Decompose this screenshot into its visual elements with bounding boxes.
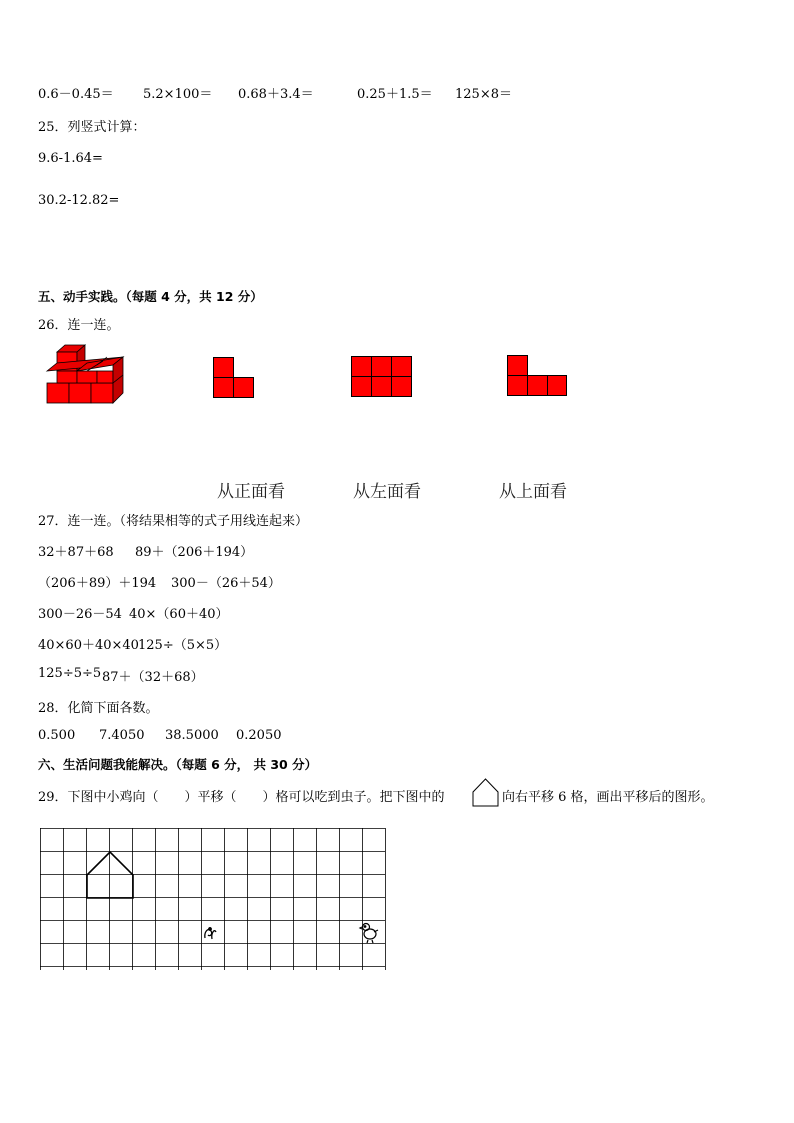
q27-right-3: 40×（60＋40） bbox=[129, 607, 229, 622]
expr-4: 0.25＋1.5＝ bbox=[357, 87, 433, 102]
expr-3: 0.68＋3.4＝ bbox=[238, 87, 314, 102]
view-label-front: 从正面看 bbox=[217, 482, 285, 502]
view-shape-3 bbox=[507, 355, 569, 397]
expr-1: 0.6－0.45＝ bbox=[38, 87, 114, 102]
section5-title: 五、动手实践。（每题 4 分，共 12 分） bbox=[38, 289, 263, 304]
q27-title: 27．连一连。（将结果相等的式子用线连起来） bbox=[38, 514, 309, 529]
view-shape-1 bbox=[213, 357, 255, 399]
cube-stack-figure bbox=[40, 343, 130, 405]
bug-icon bbox=[205, 928, 216, 939]
q28-title: 28．化简下面各数。 bbox=[38, 701, 159, 716]
q27-left-5: 125÷5÷5 bbox=[38, 666, 102, 681]
q25-expr-2: 30.2-12.82= bbox=[38, 193, 120, 208]
q27-right-1: 89＋（206＋194） bbox=[135, 545, 254, 560]
q28-number-2: 7.4050 bbox=[99, 728, 145, 743]
q27-right-5: 87＋（32＋68） bbox=[102, 670, 204, 685]
q27-left-1: 32＋87＋68 bbox=[38, 545, 114, 560]
q25-expr-1: 9.6-1.64= bbox=[38, 151, 103, 166]
view-label-top: 从上面看 bbox=[499, 482, 567, 502]
q27-right-4: 125÷（5×5） bbox=[138, 638, 228, 653]
q28-number-4: 0.2050 bbox=[236, 728, 282, 743]
q29-text-part2: 向右平移 6 格，画出平移后的图形。 bbox=[502, 790, 714, 805]
q29-text-part1: 29．下图中小鸡向（ ）平移（ ）格可以吃到虫子。把下图中的 bbox=[38, 790, 445, 805]
expr-2: 5.2×100＝ bbox=[143, 87, 213, 102]
house-icon bbox=[472, 778, 500, 808]
q26-title: 26．连一连。 bbox=[38, 318, 120, 333]
q27-left-4: 40×60＋40×40 bbox=[38, 638, 139, 653]
q27-right-2: 300－（26＋54） bbox=[171, 576, 281, 591]
section6-title: 六、生活问题我能解决。（每题 6 分， 共 30 分） bbox=[38, 757, 318, 772]
q27-left-2: （206＋89）＋194 bbox=[38, 576, 157, 591]
q28-number-3: 38.5000 bbox=[165, 728, 219, 743]
view-shape-2 bbox=[351, 356, 413, 398]
q25-title: 25．列竖式计算： bbox=[38, 120, 146, 135]
grid-house-shape bbox=[87, 852, 133, 898]
view-label-left: 从左面看 bbox=[353, 482, 421, 502]
translation-grid bbox=[40, 828, 386, 970]
expr-5: 125×8＝ bbox=[455, 87, 512, 102]
q27-left-3: 300－26－54 bbox=[38, 607, 122, 622]
q28-number-1: 0.500 bbox=[38, 728, 76, 743]
